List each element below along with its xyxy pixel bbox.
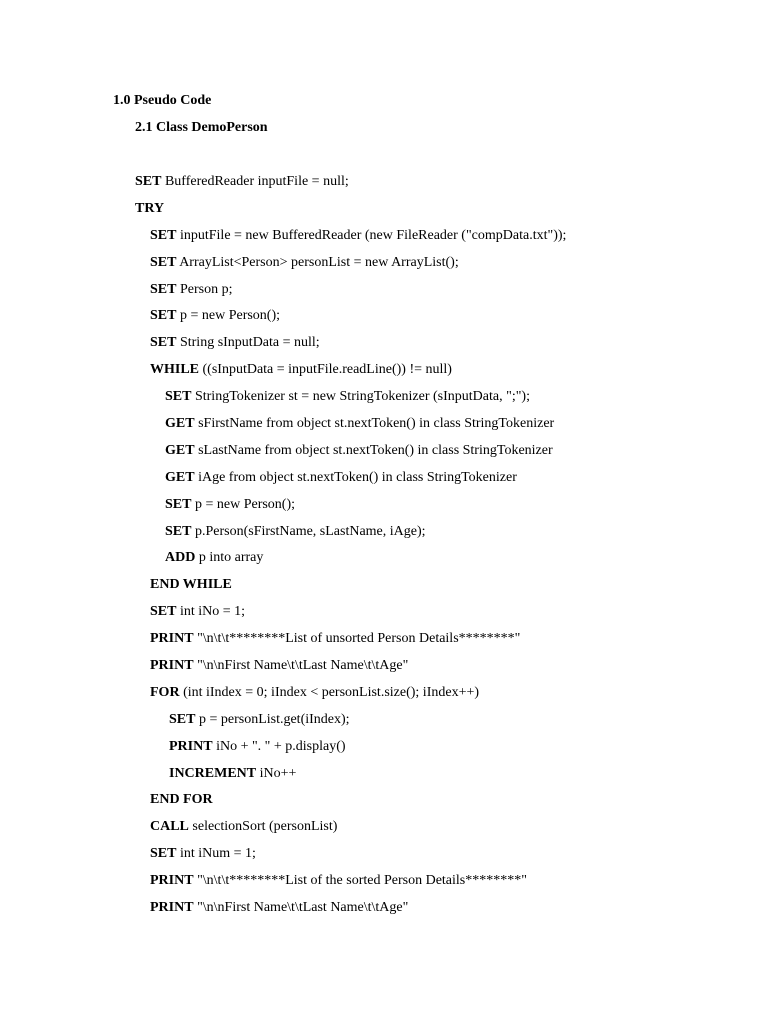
code-keyword: SET — [150, 335, 177, 351]
code-text: iNo + ". " + p.display() — [212, 738, 346, 754]
code-keyword: CALL — [150, 819, 189, 835]
code-keyword: PRINT — [150, 658, 194, 674]
code-keyword: SET — [150, 227, 177, 243]
code-keyword: SET — [169, 711, 196, 727]
code-keyword: SET — [135, 174, 162, 189]
code-text: Person p; — [176, 281, 233, 297]
code-line — [0, 334, 768, 361]
code-keyword: SET — [150, 308, 177, 324]
code-keyword: PRINT — [150, 873, 194, 889]
code-keyword: END FOR — [150, 792, 213, 808]
code-line — [0, 549, 768, 576]
code-line — [0, 227, 768, 254]
code-text: int iNum = 1; — [176, 846, 256, 862]
code-keyword: FOR — [150, 684, 180, 700]
code-line — [0, 765, 768, 792]
code-line — [0, 173, 768, 200]
code-keyword: SET — [150, 604, 177, 620]
code-keyword: GET — [165, 442, 195, 458]
code-text: selectionSort (personList) — [188, 819, 338, 835]
code-line — [0, 818, 768, 845]
code-line — [0, 684, 768, 711]
code-text: p = new Person(); — [191, 496, 296, 512]
code-line — [0, 496, 768, 523]
code-keyword: PRINT — [150, 631, 194, 647]
code-text: StringTokenizer st = new StringTokenizer (sInputData, ";"); — [191, 389, 530, 405]
code-line — [0, 523, 768, 550]
code-keyword: PRINT — [150, 900, 194, 916]
code-line — [0, 711, 768, 738]
code-text: sFirstName from object st.nextToken() in class StringTokenizer — [194, 416, 555, 432]
code-text: (int iIndex = 0; iIndex < personList.size(); iIndex++) — [179, 684, 480, 700]
code-text: p into array — [195, 550, 264, 566]
code-text: p.Person(sFirstName, sLastName, iAge); — [191, 523, 426, 539]
code-keyword: SET — [165, 523, 192, 539]
code-keyword: GET — [165, 416, 195, 432]
code-text: p = personList.get(iIndex); — [195, 711, 350, 727]
code-keyword: INCREMENT — [169, 765, 257, 781]
code-line — [0, 576, 768, 603]
code-line — [0, 361, 768, 388]
code-keyword: GET — [165, 469, 195, 485]
code-line — [0, 469, 768, 496]
subsection-heading: 2.1 Class DemoPerson — [135, 120, 268, 135]
code-text: iNo++ — [256, 765, 297, 781]
code-text: String sInputData = null; — [176, 335, 320, 351]
code-keyword: ADD — [165, 550, 196, 566]
code-keyword: PRINT — [169, 738, 213, 754]
code-keyword: SET — [165, 496, 192, 512]
code-text: int iNo = 1; — [176, 604, 246, 620]
code-text: ArrayList<Person> personList = new ArrayList(); — [176, 254, 459, 270]
code-text: "\n\nFirst Name\t\tLast Name\t\tAge" — [193, 658, 409, 674]
code-line — [0, 872, 768, 899]
code-line — [0, 791, 768, 818]
code-keyword: TRY — [135, 200, 165, 216]
code-line — [0, 388, 768, 415]
section-heading: 1.0 Pseudo Code — [113, 93, 212, 108]
code-text: "\n\t\t********List of unsorted Person Details********" — [193, 631, 521, 647]
code-line — [0, 200, 768, 227]
code-text: p = new Person(); — [176, 308, 281, 324]
code-text: "\n\nFirst Name\t\tLast Name\t\tAge" — [193, 900, 409, 916]
code-text: "\n\t\t********List of the sorted Person Details********" — [193, 873, 527, 889]
code-keyword: SET — [150, 254, 177, 270]
code-line — [0, 442, 768, 469]
code-keyword: WHILE — [150, 362, 200, 378]
code-line — [0, 415, 768, 442]
code-keyword: SET — [150, 846, 177, 862]
code-text: iAge from object st.nextToken() in class StringTokenizer — [194, 469, 517, 485]
code-line — [0, 845, 768, 872]
code-line — [0, 281, 768, 308]
code-text: sLastName from object st.nextToken() in class StringTokenizer — [194, 442, 553, 458]
code-text: BufferedReader inputFile = null; — [161, 174, 349, 189]
code-line — [0, 254, 768, 281]
pseudo-code-block — [0, 173, 768, 926]
code-line — [0, 630, 768, 657]
code-line — [0, 307, 768, 334]
code-text: inputFile = new BufferedReader (new FileReader ("compData.txt")); — [176, 227, 567, 243]
code-line — [0, 657, 768, 684]
code-keyword: SET — [150, 281, 177, 297]
code-line — [0, 738, 768, 765]
code-line — [0, 603, 768, 630]
code-keyword: END WHILE — [150, 577, 232, 593]
code-text: ((sInputData = inputFile.readLine()) != null) — [199, 362, 452, 378]
code-keyword: SET — [165, 389, 192, 405]
code-line — [0, 899, 768, 926]
